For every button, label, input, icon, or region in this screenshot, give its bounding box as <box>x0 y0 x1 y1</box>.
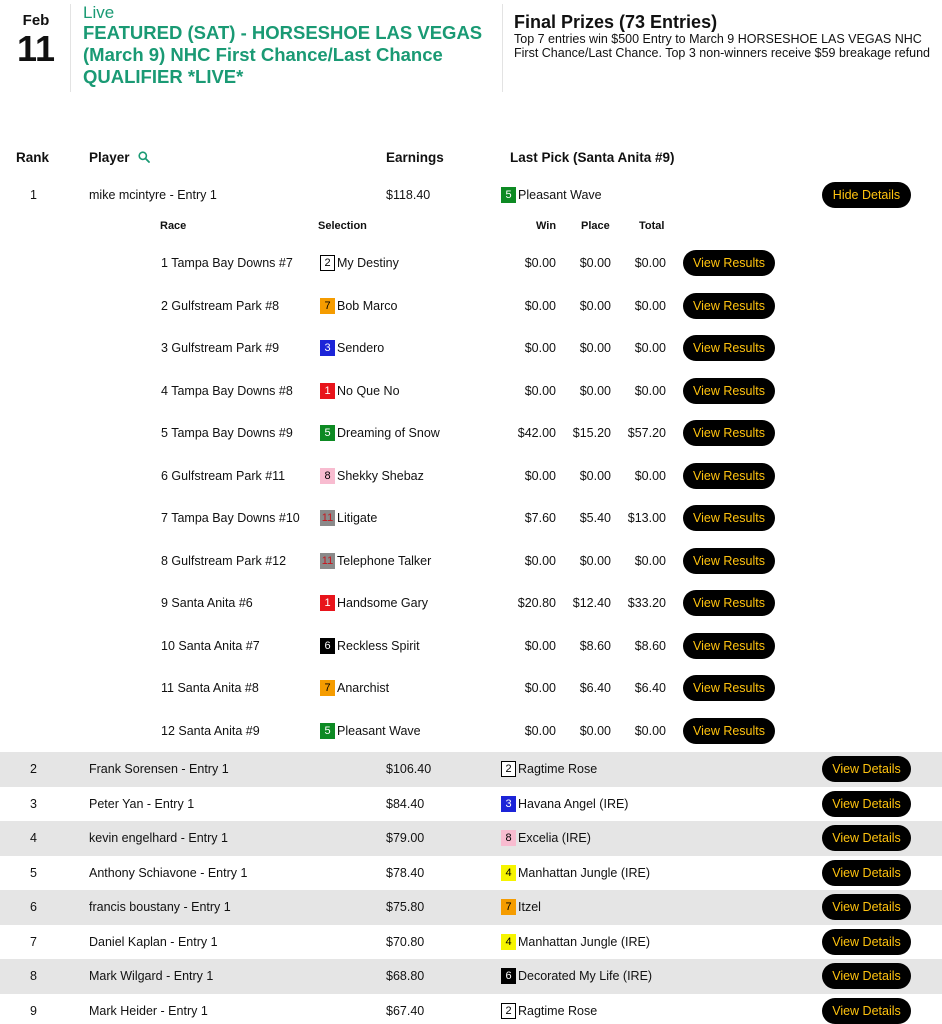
last-pick-horse: Pleasant Wave <box>518 188 602 203</box>
details-button-wrap <box>822 178 911 213</box>
last-pick <box>501 821 591 856</box>
post-position-badge: 5 <box>501 187 516 203</box>
last-pick <box>501 925 650 960</box>
detail-selection <box>320 714 421 748</box>
last-pick-header: Last Pick (Santa Anita #9) <box>510 150 675 165</box>
last-pick-horse: Manhattan Jungle (IRE) <box>518 865 651 880</box>
view-details-button[interactable]: View Details <box>822 860 911 886</box>
detail-selection <box>320 289 397 323</box>
view-details-button[interactable]: View Details <box>822 963 911 989</box>
detail-place-value: $8.60 <box>579 638 611 653</box>
detail-total-value: $8.60 <box>634 638 666 653</box>
details-button-wrap <box>822 925 911 960</box>
detail-place-header: Place <box>581 220 610 232</box>
results-button-wrap <box>683 544 775 578</box>
details-button-wrap <box>822 821 911 856</box>
detail-horse: Telephone Talker <box>337 553 432 568</box>
detail-total-value: $57.20 <box>627 426 666 440</box>
leaderboard-row <box>0 178 942 213</box>
player-name: francis boustany - Entry 1 <box>89 900 231 915</box>
leaderboard-row <box>0 752 942 787</box>
detail-total-value: $13.00 <box>627 511 666 525</box>
player-name: Anthony Schiavone - Entry 1 <box>89 865 248 880</box>
view-details-button[interactable]: View Details <box>822 998 911 1024</box>
results-button-wrap <box>683 459 775 493</box>
detail-horse: Litigate <box>337 511 378 525</box>
detail-horse: No Que No <box>337 383 400 398</box>
last-pick <box>501 890 541 925</box>
leaderboard-row <box>0 787 942 822</box>
detail-place-value: $0.00 <box>579 723 611 738</box>
results-button-wrap <box>683 416 775 450</box>
detail-horse: Handsome Gary <box>337 596 429 610</box>
player-name: Peter Yan - Entry 1 <box>89 796 195 811</box>
detail-race: 12 Santa Anita #9 <box>161 723 260 738</box>
view-details-button[interactable]: View Details <box>822 894 911 920</box>
last-pick <box>501 178 602 213</box>
rank-value: 6 <box>30 900 37 915</box>
view-results-button[interactable]: View Results <box>683 378 775 404</box>
post-position-badge: 11 <box>321 512 334 524</box>
detail-horse: Pleasant Wave <box>337 723 421 738</box>
detail-selection <box>320 459 424 493</box>
prizes-block <box>514 12 934 60</box>
post-position-badge: 3 <box>320 340 335 356</box>
detail-total-value: $0.00 <box>634 341 666 355</box>
detail-row <box>0 671 942 705</box>
view-details-button[interactable]: View Details <box>822 929 911 955</box>
detail-horse: My Destiny <box>337 256 399 270</box>
detail-win-header: Win <box>536 220 557 232</box>
detail-race: 10 Santa Anita #7 <box>161 638 260 653</box>
player-header-label: Player <box>89 150 130 165</box>
post-position-badge: 2 <box>501 1003 516 1019</box>
post-position-badge: 7 <box>320 298 335 314</box>
view-results-button[interactable]: View Results <box>683 420 775 446</box>
earnings-header: Earnings <box>386 150 444 165</box>
results-button-wrap <box>683 289 775 323</box>
detail-total-value: $6.40 <box>634 681 666 695</box>
detail-place-value: $6.40 <box>579 681 611 695</box>
view-results-button[interactable]: View Results <box>683 463 775 489</box>
detail-win-value: $20.80 <box>517 596 556 610</box>
results-button-wrap <box>683 246 775 280</box>
leaderboard-row <box>0 925 942 960</box>
rank-value: 7 <box>30 934 37 949</box>
player-name: Mark Wilgard - Entry 1 <box>89 969 214 984</box>
post-position-badge: 6 <box>320 638 335 654</box>
post-position-badge: 2 <box>320 255 335 271</box>
last-pick-horse: Decorated My Life (IRE) <box>518 969 653 984</box>
details-button-wrap <box>822 959 911 994</box>
detail-row <box>0 459 942 493</box>
event-day: 11 <box>16 28 56 69</box>
last-pick-horse: Ragtime Rose <box>518 1003 598 1018</box>
detail-race-header: Race <box>160 220 187 232</box>
last-pick-horse: Itzel <box>518 900 541 915</box>
detail-place-value: $0.00 <box>579 341 611 355</box>
last-pick <box>501 994 597 1024</box>
rank-value: 1 <box>30 188 37 203</box>
detail-total-value: $0.00 <box>634 468 666 483</box>
earnings-value: $79.00 <box>386 831 425 846</box>
contest-status: Live <box>83 3 115 22</box>
post-position-badge: 5 <box>320 425 335 441</box>
detail-race: 3 Gulfstream Park #9 <box>161 341 280 355</box>
hide-details-button[interactable]: Hide Details <box>822 182 911 208</box>
last-pick-horse: Excelia (IRE) <box>518 831 591 846</box>
search-icon[interactable] <box>138 151 150 166</box>
last-pick <box>501 752 597 787</box>
earnings-value: $118.40 <box>386 188 431 203</box>
view-results-button[interactable]: View Results <box>683 293 775 319</box>
earnings-value: $106.40 <box>386 762 432 777</box>
player-header <box>89 150 150 166</box>
detail-selection <box>320 501 377 535</box>
details-button-wrap <box>822 752 911 787</box>
results-button-wrap <box>683 629 775 663</box>
detail-row <box>0 501 942 535</box>
detail-win-value: $0.00 <box>524 638 556 653</box>
detail-row <box>0 374 942 408</box>
detail-place-value: $5.40 <box>579 511 611 525</box>
rank-header: Rank <box>16 150 50 165</box>
post-position-badge: 8 <box>501 830 516 846</box>
detail-row <box>0 331 942 365</box>
leaderboard-row <box>0 994 942 1024</box>
leaderboard-row <box>0 821 942 856</box>
event-month: Feb <box>22 12 50 29</box>
results-button-wrap <box>683 586 775 620</box>
results-button-wrap <box>683 714 775 748</box>
last-pick <box>501 787 628 822</box>
leaderboard-row <box>0 959 942 994</box>
last-pick-horse: Manhattan Jungle (IRE) <box>518 934 651 949</box>
player-name: Mark Heider - Entry 1 <box>89 1003 208 1018</box>
view-results-button[interactable]: View Results <box>683 548 775 574</box>
detail-selection-header: Selection <box>318 220 367 232</box>
detail-win-value: $0.00 <box>524 256 556 270</box>
detail-race: 11 Santa Anita #8 <box>161 681 259 695</box>
details-button-wrap <box>822 787 911 822</box>
post-position-badge: 4 <box>501 865 516 881</box>
detail-place-value: $0.00 <box>579 256 611 270</box>
rank-value: 4 <box>30 831 37 846</box>
leaderboard-row <box>0 856 942 891</box>
view-results-button[interactable]: View Results <box>683 590 775 616</box>
divider <box>502 4 503 92</box>
view-details-button[interactable]: View Details <box>822 825 911 851</box>
detail-win-value: $0.00 <box>524 341 556 355</box>
post-position-badge: 2 <box>501 761 516 777</box>
details-button-wrap <box>822 994 911 1024</box>
detail-horse: Reckless Spirit <box>337 638 420 653</box>
detail-row <box>0 246 942 280</box>
rank-value: 9 <box>30 1003 37 1018</box>
player-name: mike mcintyre - Entry 1 <box>89 188 217 203</box>
detail-horse: Sendero <box>337 341 385 355</box>
detail-selection <box>320 544 431 578</box>
earnings-value: $75.80 <box>386 900 425 915</box>
view-details-button[interactable]: View Details <box>822 791 911 817</box>
earnings-value: $68.80 <box>386 969 425 984</box>
detail-selection <box>320 246 399 280</box>
detail-race: 4 Tampa Bay Downs #8 <box>161 383 293 398</box>
detail-selection <box>320 629 420 663</box>
view-results-button[interactable]: View Results <box>683 718 775 744</box>
last-pick <box>501 959 652 994</box>
detail-place-value: $0.00 <box>579 383 611 398</box>
post-position-badge: 11 <box>321 554 334 567</box>
contest-title: FEATURED (SAT) - HORSESHOE LAS VEGAS (March 9) NHC First Chance/Last Chance QUALIFIER *LIVE* <box>83 22 483 87</box>
detail-race: 5 Tampa Bay Downs #9 <box>161 426 293 440</box>
rank-value: 3 <box>30 796 37 811</box>
post-position-badge: 1 <box>320 383 335 399</box>
detail-place-value: $15.20 <box>572 426 611 440</box>
detail-selection <box>320 671 389 705</box>
view-results-button[interactable]: View Results <box>683 505 775 531</box>
detail-win-value: $42.00 <box>517 426 556 440</box>
detail-horse: Dreaming of Snow <box>337 426 440 440</box>
detail-place-value: $0.00 <box>579 298 611 313</box>
detail-win-value: $0.00 <box>524 298 556 313</box>
detail-win-value: $0.00 <box>524 468 556 483</box>
detail-total-value: $0.00 <box>634 298 666 313</box>
leaderboard-row <box>0 890 942 925</box>
detail-selection <box>320 331 384 365</box>
earnings-value: $78.40 <box>386 865 425 880</box>
post-position-badge: 6 <box>501 968 516 984</box>
detail-selection <box>320 374 400 408</box>
detail-win-value: $7.60 <box>524 511 556 525</box>
detail-win-value: $0.00 <box>524 681 556 695</box>
player-name: Frank Sorensen - Entry 1 <box>89 762 229 777</box>
detail-row <box>0 714 942 748</box>
earnings-value: $67.40 <box>386 1003 425 1018</box>
detail-horse: Shekky Shebaz <box>337 468 424 483</box>
results-button-wrap <box>683 331 775 365</box>
details-button-wrap <box>822 856 911 891</box>
view-results-button[interactable]: View Results <box>683 250 775 276</box>
detail-win-value: $0.00 <box>524 383 556 398</box>
detail-horse: Bob Marco <box>337 298 398 313</box>
results-button-wrap <box>683 501 775 535</box>
detail-race: 1 Tampa Bay Downs #7 <box>161 256 293 270</box>
view-results-button[interactable]: View Results <box>683 335 775 361</box>
view-details-button[interactable]: View Details <box>822 756 911 782</box>
post-position-badge: 3 <box>501 796 516 812</box>
divider <box>70 4 71 92</box>
detail-row <box>0 544 942 578</box>
detail-total-value: $0.00 <box>634 553 666 568</box>
post-position-badge: 1 <box>320 595 335 611</box>
detail-selection <box>320 586 428 620</box>
detail-race: 7 Tampa Bay Downs #10 <box>161 511 300 525</box>
detail-race: 9 Santa Anita #6 <box>161 596 253 610</box>
prizes-description: Top 7 entries win $500 Entry to March 9 HORSESHOE LAS VEGAS NHC First Chance/Last Chance. Top 3 non-winners receive $59 breakage refund <box>514 32 930 60</box>
details-button-wrap <box>822 890 911 925</box>
detail-place-value: $0.00 <box>579 468 611 483</box>
player-name: Daniel Kaplan - Entry 1 <box>89 934 218 949</box>
post-position-badge: 7 <box>501 899 516 915</box>
detail-win-value: $0.00 <box>524 723 556 738</box>
detail-race: 6 Gulfstream Park #11 <box>161 468 286 483</box>
detail-win-value: $0.00 <box>524 553 556 568</box>
detail-race: 2 Gulfstream Park #8 <box>161 298 280 313</box>
rank-value: 8 <box>30 969 37 984</box>
last-pick <box>501 856 650 891</box>
results-button-wrap <box>683 374 775 408</box>
rank-value: 5 <box>30 865 37 880</box>
earnings-value: $70.80 <box>386 934 425 949</box>
detail-race: 8 Gulfstream Park #12 <box>161 553 287 568</box>
detail-row <box>0 586 942 620</box>
rank-value: 2 <box>30 762 37 777</box>
post-position-badge: 4 <box>501 934 516 950</box>
last-pick-horse: Ragtime Rose <box>518 762 598 777</box>
detail-total-value: $33.20 <box>627 596 666 610</box>
detail-row <box>0 416 942 450</box>
detail-total-value: $0.00 <box>634 256 666 270</box>
earnings-value: $84.40 <box>386 796 425 811</box>
contest-title-block <box>83 4 483 88</box>
view-results-button[interactable]: View Results <box>683 633 775 659</box>
detail-total-value: $0.00 <box>634 383 666 398</box>
prizes-heading: Final Prizes (73 Entries) <box>514 12 718 32</box>
view-results-button[interactable]: View Results <box>683 675 775 701</box>
detail-selection <box>320 416 440 450</box>
last-pick-horse: Havana Angel (IRE) <box>518 796 629 811</box>
detail-horse: Anarchist <box>337 681 390 695</box>
detail-row <box>0 289 942 323</box>
post-position-badge: 8 <box>320 468 335 484</box>
player-name: kevin engelhard - Entry 1 <box>89 831 228 846</box>
detail-row <box>0 629 942 663</box>
post-position-badge: 7 <box>320 680 335 696</box>
detail-total-value: $0.00 <box>634 723 666 738</box>
detail-place-value: $12.40 <box>572 596 611 610</box>
detail-total-header: Total <box>639 220 665 232</box>
event-date <box>14 12 58 67</box>
post-position-badge: 5 <box>320 723 335 739</box>
results-button-wrap <box>683 671 775 705</box>
detail-place-value: $0.00 <box>579 553 611 568</box>
